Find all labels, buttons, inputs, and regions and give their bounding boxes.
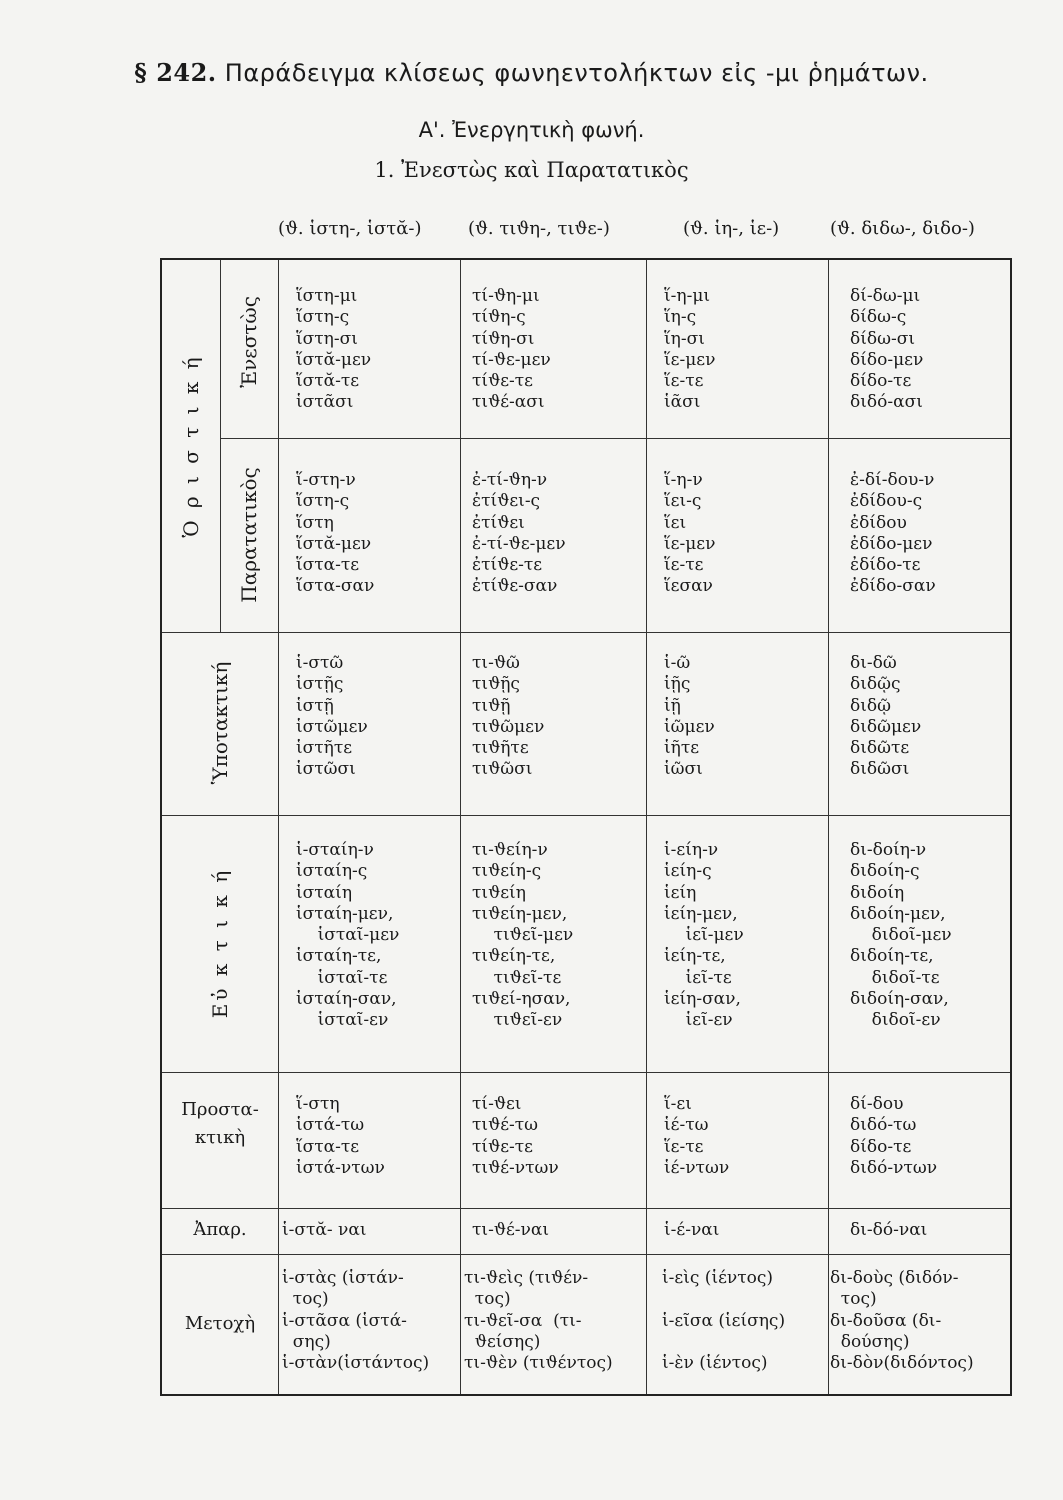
cell-paratatikos-histemi: ἵ-στη-ν ἵστη-ς ἵστη ἵστᾰ-μεν ἵστα-τε ἵστα-σαν [296, 470, 375, 597]
cell-metochi-histemi: ἱ-στὰς (ἱστάν- τος) ἱ-στᾶσα (ἱστά- σης) ἱ-στὰν(ἱστάντος) [282, 1268, 430, 1374]
rule-col-3 [828, 260, 829, 1394]
stem-hiemi: (ϑ. ἱη-, ἱε-) [683, 218, 780, 239]
rule-enestos-paratatikos [220, 438, 1010, 439]
cell-euktiki-histemi: ἱ-σταίη-ν ἱσταίη-ς ἱσταίη ἱσταίη-μεν, ἱσταῖ-μεν ἱσταίη-τε, ἱσταῖ-τε ἱσταίη-σαν, ἱσταῖ-εν [296, 840, 400, 1031]
cell-apar-histemi: ἱ-στᾰ- ναι [282, 1220, 367, 1240]
cell-euktiki-tithemi: τι-ϑείη-ν τιϑείη-ς τιϑείη τιϑείη-μεν, τιϑεῖ-μεν τιϑείη-τε, τιϑεῖ-τε τιϑεί-ησαν, τιϑεῖ-εν [472, 840, 574, 1031]
cell-euktiki-didomi: δι-δοίη-ν διδοίη-ς διδοίη διδοίη-μεν, διδοῖ-μεν διδοίη-τε, διδοῖ-τε διδοίη-σαν, διδοῖ-εν [850, 840, 952, 1031]
cell-ypotaktiki-hiemi: ἱ-ῶ ἱῇς ἱῇ ἱῶμεν ἱῆτε ἱῶσι [664, 653, 715, 780]
rule-apar-metochi [162, 1254, 1010, 1255]
cell-paratatikos-tithemi: ἐ-τί-ϑη-ν ἐτίϑει-ς ἐτίϑει ἐ-τί-ϑε-μεν ἐτίϑε-τε ἐτίϑε-σαν [472, 470, 566, 597]
label-apar: Ἀπαρ. [193, 1219, 247, 1240]
rule-ypotaktiki-euktiki [162, 815, 1010, 816]
label-enestos: Ἐνεστὼς [237, 296, 261, 388]
rule-label-column [278, 260, 279, 1394]
section-title-text: Παράδειγμα κλίσεως φωνηεντολήκτων εἰς -μι ῥημάτων. [224, 59, 929, 87]
cell-enestos-hiemi: ἵ-η-μι ἵη-ς ἵη-σι ἵε-μεν ἵε-τε ἱᾶσι [664, 286, 716, 413]
cell-metochi-didomi: δι-δοὺς (διδόν- τος) δι-δοῦσα (δι- δούσης) δι-δὸν(διδόντος) [830, 1268, 974, 1374]
cell-enestos-histemi: ἵστη-μι ἵστη-ς ἵστη-σι ἵστᾰ-μεν ἵστᾰ-τε ἱστᾶσι [296, 286, 372, 413]
rule-prostaktiki-apar [162, 1208, 1010, 1209]
label-ypotaktiki: Ὑποτακτική [208, 661, 232, 785]
cell-prostaktiki-hiemi: ἵ-ει ἱέ-τω ἵε-τε ἱέ-ντων [664, 1094, 730, 1178]
rule-euktiki-prostaktiki [162, 1072, 1010, 1073]
cell-enestos-didomi: δί-δω-μι δίδω-ς δίδω-σι δίδο-μεν δίδο-τε διδό-ασι [850, 286, 924, 413]
cell-prostaktiki-didomi: δί-δου διδό-τω δίδο-τε διδό-ντων [850, 1094, 938, 1178]
cell-paratatikos-hiemi: ἵ-η-ν ἵει-ς ἵει ἵε-μεν ἵε-τε ἵεσαν [664, 470, 716, 597]
cell-paratatikos-didomi: ἐ-δί-δου-ν ἐδίδου-ς ἐδίδου ἐδίδο-μεν ἐδίδο-τε ἐδίδο-σαν [850, 470, 936, 597]
cell-euktiki-hiemi: ἱ-είη-ν ἱείη-ς ἱείη ἱείη-μεν, ἱεῖ-μεν ἱείη-τε, ἱεῖ-τε ἱείη-σαν, ἱεῖ-εν [664, 840, 744, 1031]
cell-prostaktiki-tithemi: τί-ϑει τιϑέ-τω τίϑε-τε τιϑέ-ντων [472, 1094, 559, 1178]
conjugation-table [160, 258, 1012, 1396]
section-number: § 242. [134, 58, 217, 87]
cell-ypotaktiki-tithemi: τι-ϑῶ τιϑῇς τιϑῇ τιϑῶμεν τιϑῆτε τιϑῶσι [472, 653, 545, 780]
stem-tithemi: (ϑ. τιϑη-, τιϑε-) [468, 218, 610, 239]
label-euktiki: Εὐ κ τ ι κ ή [208, 867, 232, 1019]
label-prostaktiki: Προστα- κτικὴ [181, 1099, 259, 1148]
label-metochi: Μετοχὴ [184, 1313, 256, 1334]
cell-prostaktiki-histemi: ἵ-στη ἱστά-τω ἵστα-τε ἱστά-ντων [296, 1094, 385, 1178]
cell-ypotaktiki-didomi: δι-δῶ διδῷς διδῷ διδῶμεν διδῶτε διδῶσι [850, 653, 922, 780]
cell-metochi-hiemi: ἱ-εὶς (ἱέντος) ἱ-εῖσα (ἱείσης) ἱ-ὲν (ἱέντος) [662, 1268, 786, 1374]
cell-metochi-tithemi: τι-ϑεὶς (τιϑέν- τος) τι-ϑεῖ-σα (τι- ϑείσης) τι-ϑὲν (τιϑέντος) [464, 1268, 613, 1374]
cell-ypotaktiki-histemi: ἱ-στῶ ἱστῇς ἱστῇ ἱστῶμεν ἱστῆτε ἱστῶσι [296, 653, 368, 780]
label-paratatikos: Παρατατικὸς [237, 467, 261, 603]
voice-heading: Α'. Ἐνεργητικὴ φωνή. [418, 118, 645, 142]
cell-apar-didomi: δι-δό-ναι [850, 1220, 928, 1240]
stem-histemi: (ϑ. ἱστη-, ἱστᾰ-) [278, 218, 422, 239]
cell-enestos-tithemi: τί-ϑη-μι τίϑη-ς τίϑη-σι τί-ϑε-μεν τίϑε-τε τιϑέ-ασι [472, 286, 551, 413]
cell-apar-hiemi: ἱ-έ-ναι [664, 1220, 720, 1240]
rule-col-2 [646, 260, 647, 1394]
label-oristiki: Ὁ ρ ι σ τ ι κ ή [179, 354, 203, 538]
tense-heading: 1. Ἐνεστὼς καὶ Παρατατικὸς [374, 158, 689, 182]
rule-oristiki-ypotaktiki [162, 632, 1010, 633]
rule-oristiki-inner [220, 260, 221, 632]
cell-apar-tithemi: τι-ϑέ-ναι [472, 1220, 549, 1240]
rule-col-1 [460, 260, 461, 1394]
section-title [0, 58, 1063, 87]
stem-didomi: (ϑ. διδω-, διδο-) [830, 218, 975, 239]
